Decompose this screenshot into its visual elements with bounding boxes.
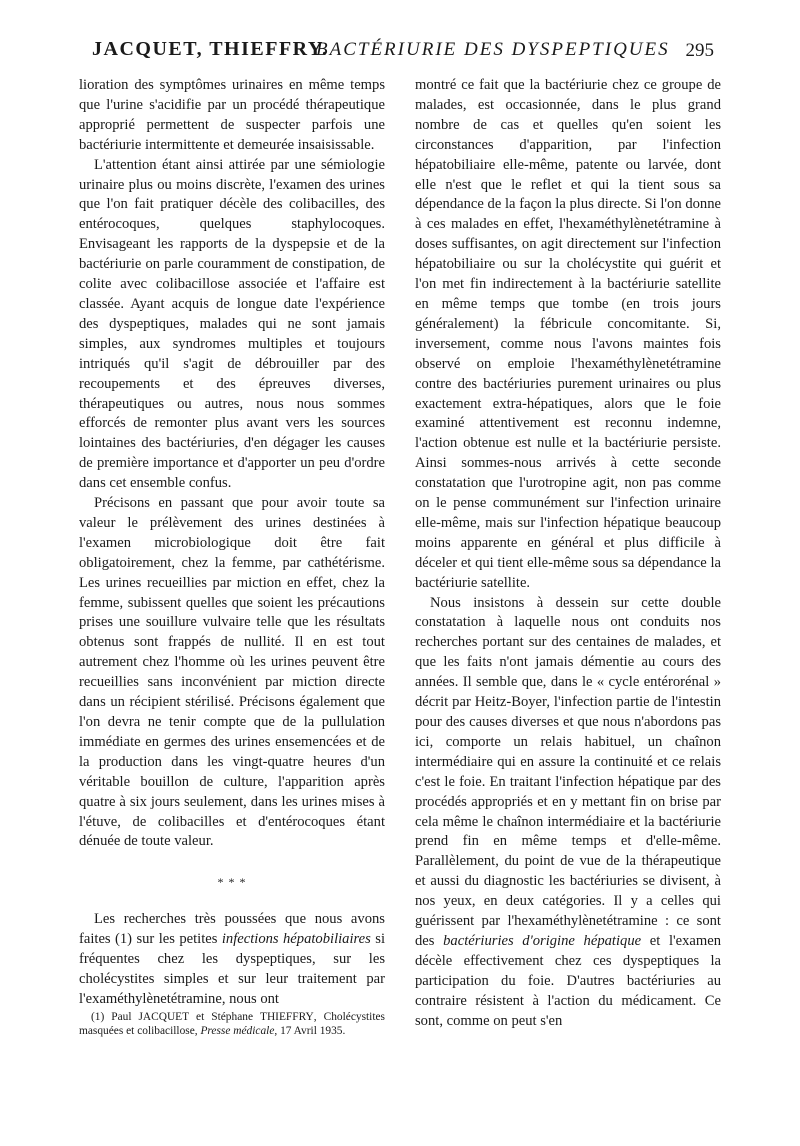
text-run: si fréquentes chez les dyspeptiques, sur les cholécystites simples et sur leur traitement par l'examéthylènetétramine, nous ont <box>79 931 385 1007</box>
footnote-author: THIEFFRY <box>259 1010 314 1023</box>
section-separator: * * * <box>217 875 247 890</box>
paragraph-precisions: Précisons en passant que pour avoir toute sa valeur le prélèvement des urines destinées à l'examen microbiologique doit être fait obligatoirement, chez la femme, par cathétérisme. Les urines recueillies par miction en effet, chez la femme, subissent quelles que soient les précautions prises une souillure vulvaire telle que les résultats obtenus sont frappés de nullité. Il en est tout autrement chez l'homme où les urines peuvent être recueillies sans inconvénient par miction directe dans un récipient stérilisé. Précisons également que l'on devra ne tenir compte que de la pullulation immédiate en germes des urines ensemencées et de la production dans les vingt-quatre heures d'un véritable bouillon de culture, l'apparition après quatre à six jours seulement, dans les urines mises à l'étuve, de colibacilles et d'entérocoques étant dénuée de toute valeur. <box>79 495 385 850</box>
header-authors: JACQUET, THIEFFRY. <box>92 38 329 60</box>
paragraph-montre: montré ce fait que la bactériurie chez ce groupe de malades, est occasionnée, dans le plus grand nombre de cas et quelles qu'en soient les circonstances d'apparition, par l'infection hépatobiliaire elle-même, patente ou larvée, dont elle n'est que le reflet et qui la tient sous sa dépendance de la façon la plus directe. Si l'on donne à ces malades en effet, l'hexaméthylènetétramine à doses suffisantes, on agit directement sur l'infection hépatobiliaire ou sur la cholécystite qui guérit et l'on met fin indirectement à la bactériurie satellite en même temps que tombe (en trois jours généralement) la fébricule concomitante. Si, inversement, comme nous l'avons maintes fois observé on emploie l'hexaméthylènetétramine contre des bactériuries purement urinaires ou plus exactement extra-hépatiques, alors que le foie examiné attentivement est reconnu indemne, l'action obtenue est nulle et la bactériurie persiste. Ainsi sommes-nous arrivés à cette seconde constatation que l'urotropine agit, non pas comme on le pense communément sur l'infection urinaire elle-même, mais sur l'infection hépatique beaucoup moins apparente en général et plus difficile à déceler et qui tient elle-même sous sa dépendance la bactériurie satellite. <box>415 77 721 591</box>
footnote-marker: (1) Paul <box>91 1010 139 1023</box>
paragraph-attention: L'attention étant ainsi attirée par une sémiologie urinaire plus ou moins discrète, l'examen des urines que l'on fait pratiquer décèle des colibacilles, des entérocoques, quelques staphylocoques. Envisageant les rapports de la dyspepsie et de la bactériurie on parle couramment de constipation, de colite avec colibacillose associée et l'affaire est classée. Ayant acquis de longue date l'expérience des dyspeptiques, malades qui ne sont jamais simples, aux syndromes multiples et toujours intriqués qu'il s'agit de débrouiller par des recoupements et des épreuves diverses, thérapeutiques ou autres, nous nous sommes efforcés de remonter plus avant vers les sources lointaines des bactériuries, d'en dégager les causes de première importance et d'apporter un peu d'ordre dans cet ensemble confus. <box>79 156 385 492</box>
paragraph-continued: lioration des symptômes urinaires en même temps que l'urine s'acidifie par un procédé thérapeutique approprié permettent de suspecter parfois une bactériurie intermittente et demeurée insaisissable. <box>79 77 385 153</box>
text-run: , Cholécystites masquées et colibacillose, <box>79 1010 385 1037</box>
text-run: Nous insistons à dessein sur cette double constatation à laquelle nous ont conduits nos recherches portant sur des centaines de malades, et que les faits n'ont jamais démentie au cours des années. Il semble que, dans le « cycle entérorénal » décrit par Heitz-Boyer, l'infection partie de l'intestin pour des causes diverses et que nous n'abordons pas ici, comporte un relais habituel, un chaînon intermédiaire qui en assure la continuité et ce relais c'est le foie. En traitant l'infection hépatique par des procédés appropriés et en y mettant fin on brise par cela même le chaînon intermédiaire et la bactériurie prend fin en même temps et d'elle-même. Parallèlement, du point de vue de la thérapeutique et aussi du diagnostic les bactériuries se divisent, à nos yeux, en deux catégories. Il y a celles qui guérissent par l'hexaméthylènetétramine : ce sont des <box>415 594 721 949</box>
footnote-journal: Presse médicale <box>200 1024 275 1037</box>
right-column <box>415 76 721 1032</box>
page-number: 295 <box>685 40 714 61</box>
italic-term: bactériuries d'origine hépatique <box>443 932 642 949</box>
footnote-author: JACQUET <box>138 1010 190 1023</box>
text-run: et Stéphane <box>189 1010 260 1023</box>
text-run: , 17 Avril 1935. <box>274 1024 346 1037</box>
text-run: Les recherches très poussées que nous avons faites (1) sur les petites <box>79 911 385 948</box>
paragraph-recherches <box>79 910 385 1010</box>
running-header <box>84 36 724 66</box>
left-column <box>79 76 385 1038</box>
header-title: BACTÉRIURIE DES DYSPEPTIQUES <box>316 39 670 60</box>
footnote <box>79 1010 385 1038</box>
paragraph-insistons <box>415 594 721 1032</box>
italic-term: infections hépatobiliaires <box>221 931 371 948</box>
text-run: et l'examen décèle effectivement chez ces dyspeptiques la participation du foie. D'autres bactériuries au contraire résistent à l'action du médicament. Ce sont, comme on peut s'en <box>415 932 722 1029</box>
